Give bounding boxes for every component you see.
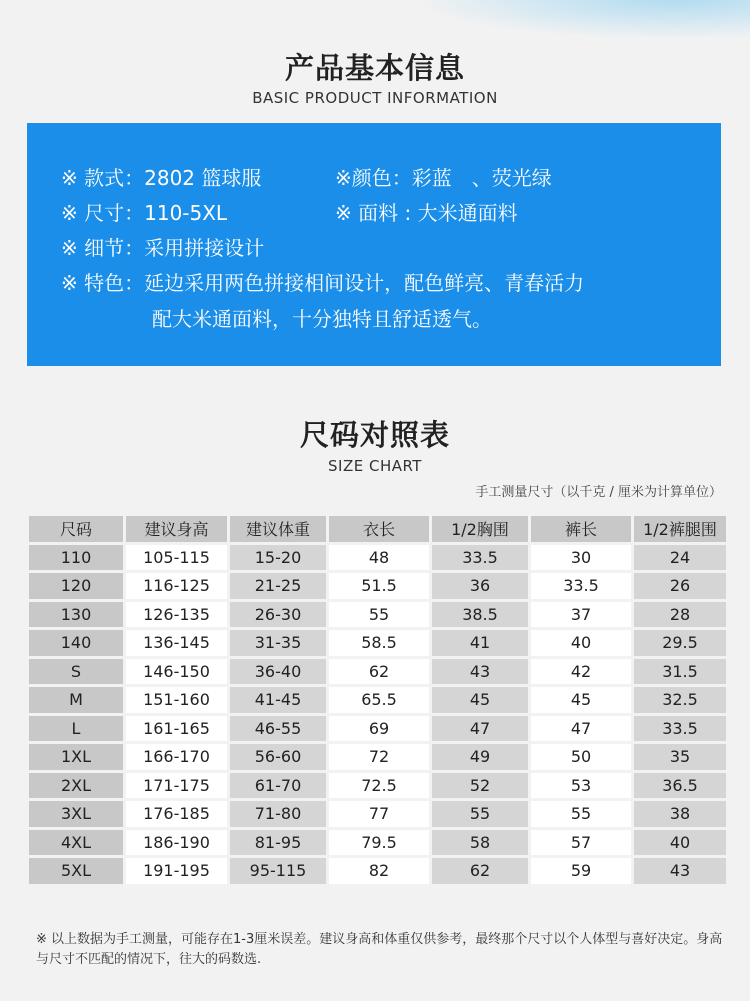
info-style: ※ 款式：2802 篮球服 xyxy=(61,166,262,190)
table-cell: 171-175 xyxy=(126,773,227,799)
table-cell: 49 xyxy=(432,744,528,770)
table-cell: 55 xyxy=(329,602,429,628)
table-cell: 61-70 xyxy=(230,773,326,799)
table-cell: 95-115 xyxy=(230,858,326,884)
table-cell: 55 xyxy=(432,801,528,827)
table-row xyxy=(29,545,726,571)
table-cell: 47 xyxy=(531,716,631,742)
table-cell: 77 xyxy=(329,801,429,827)
table-row xyxy=(29,687,726,713)
table-row xyxy=(29,773,726,799)
size-label-cell: 120 xyxy=(29,573,123,599)
table-cell: 56-60 xyxy=(230,744,326,770)
table-header-cell: 建议身高 xyxy=(126,516,227,542)
basic-info-subtitle: BASIC PRODUCT INFORMATION xyxy=(252,89,498,107)
table-cell: 71-80 xyxy=(230,801,326,827)
table-cell: 62 xyxy=(329,659,429,685)
table-cell: 47 xyxy=(432,716,528,742)
info-size: ※ 尺寸：110-5XL xyxy=(61,201,228,225)
table-header-cell: 裤长 xyxy=(531,516,631,542)
info-feature-line-1: ※ 特色：延边采用两色拼接相间设计，配色鲜亮、青春活力 xyxy=(61,271,585,295)
table-cell: 82 xyxy=(329,858,429,884)
table-cell: 136-145 xyxy=(126,630,227,656)
table-row xyxy=(29,602,726,628)
table-cell: 191-195 xyxy=(126,858,227,884)
size-chart-title: 尺码对照表 xyxy=(299,418,450,452)
table-cell: 45 xyxy=(432,687,528,713)
table-cell: 45 xyxy=(531,687,631,713)
table-header-cell: 1/2胸围 xyxy=(432,516,528,542)
size-footnote: ※ 以上数据为手工测量，可能存在1-3厘米误差。建议身高和体重仅供参考，最终那个尺寸以个人体型与喜好决定。身高与尺寸不匹配的情况下，往大的码数选. xyxy=(36,932,723,967)
table-cell: 33.5 xyxy=(432,545,528,571)
table-header-cell: 尺码 xyxy=(29,516,123,542)
table-cell: 161-165 xyxy=(126,716,227,742)
size-label-cell: L xyxy=(29,716,123,742)
size-label-cell: S xyxy=(29,659,123,685)
table-cell: 58 xyxy=(432,830,528,856)
table-cell: 38 xyxy=(634,801,726,827)
table-cell: 58.5 xyxy=(329,630,429,656)
basic-info-title: 产品基本信息 xyxy=(284,51,465,85)
table-cell: 43 xyxy=(634,858,726,884)
table-cell: 176-185 xyxy=(126,801,227,827)
size-label-cell: 5XL xyxy=(29,858,123,884)
table-cell: 72 xyxy=(329,744,429,770)
table-row xyxy=(29,858,726,884)
table-cell: 35 xyxy=(634,744,726,770)
table-row xyxy=(29,830,726,856)
table-cell: 69 xyxy=(329,716,429,742)
table-cell: 36.5 xyxy=(634,773,726,799)
table-cell: 40 xyxy=(634,830,726,856)
table-cell: 62 xyxy=(432,858,528,884)
size-label-cell: M xyxy=(29,687,123,713)
info-fabric: ※ 面料 : 大米通面料 xyxy=(335,201,518,225)
table-cell: 33.5 xyxy=(531,573,631,599)
top-glow-decoration xyxy=(410,0,750,40)
table-cell: 166-170 xyxy=(126,744,227,770)
table-row xyxy=(29,744,726,770)
table-cell: 31-35 xyxy=(230,630,326,656)
size-label-cell: 4XL xyxy=(29,830,123,856)
table-cell: 72.5 xyxy=(329,773,429,799)
table-cell: 31.5 xyxy=(634,659,726,685)
info-detail: ※ 细节：采用拼接设计 xyxy=(61,236,265,260)
table-cell: 116-125 xyxy=(126,573,227,599)
table-cell: 33.5 xyxy=(634,716,726,742)
table-cell: 36-40 xyxy=(230,659,326,685)
table-header-cell: 1/2裤腿围 xyxy=(634,516,726,542)
table-cell: 126-135 xyxy=(126,602,227,628)
table-cell: 43 xyxy=(432,659,528,685)
table-cell: 26-30 xyxy=(230,602,326,628)
size-chart-table xyxy=(26,513,729,887)
table-cell: 53 xyxy=(531,773,631,799)
table-cell: 52 xyxy=(432,773,528,799)
size-label-cell: 130 xyxy=(29,602,123,628)
table-cell: 146-150 xyxy=(126,659,227,685)
table-cell: 151-160 xyxy=(126,687,227,713)
size-label-cell: 1XL xyxy=(29,744,123,770)
table-header-cell: 建议体重 xyxy=(230,516,326,542)
size-label-cell: 110 xyxy=(29,545,123,571)
table-row xyxy=(29,801,726,827)
table-cell: 41 xyxy=(432,630,528,656)
table-cell: 40 xyxy=(531,630,631,656)
table-cell: 36 xyxy=(432,573,528,599)
info-feature-line-2: 配大米通面料，十分独特且舒适透气。 xyxy=(152,307,492,331)
table-row xyxy=(29,659,726,685)
table-cell: 28 xyxy=(634,602,726,628)
table-cell: 37 xyxy=(531,602,631,628)
table-header-row xyxy=(29,516,726,542)
table-header-cell: 衣长 xyxy=(329,516,429,542)
product-info-box xyxy=(27,123,721,366)
table-cell: 30 xyxy=(531,545,631,571)
table-cell: 48 xyxy=(329,545,429,571)
info-color: ※颜色：彩蓝 、荧光绿 xyxy=(335,166,552,190)
table-cell: 105-115 xyxy=(126,545,227,571)
unit-note: 手工测量尺寸（以千克 / 厘米为计算单位） xyxy=(475,485,722,500)
table-cell: 59 xyxy=(531,858,631,884)
table-cell: 21-25 xyxy=(230,573,326,599)
table-cell: 42 xyxy=(531,659,631,685)
table-row xyxy=(29,716,726,742)
size-label-cell: 3XL xyxy=(29,801,123,827)
table-cell: 81-95 xyxy=(230,830,326,856)
table-cell: 186-190 xyxy=(126,830,227,856)
size-label-cell: 140 xyxy=(29,630,123,656)
table-row xyxy=(29,630,726,656)
table-cell: 50 xyxy=(531,744,631,770)
table-cell: 57 xyxy=(531,830,631,856)
table-cell: 79.5 xyxy=(329,830,429,856)
table-cell: 51.5 xyxy=(329,573,429,599)
table-cell: 55 xyxy=(531,801,631,827)
table-cell: 26 xyxy=(634,573,726,599)
table-cell: 15-20 xyxy=(230,545,326,571)
table-cell: 41-45 xyxy=(230,687,326,713)
table-row xyxy=(29,573,726,599)
table-cell: 38.5 xyxy=(432,602,528,628)
size-label-cell: 2XL xyxy=(29,773,123,799)
table-cell: 24 xyxy=(634,545,726,571)
size-chart-subtitle: SIZE CHART xyxy=(328,457,422,475)
table-cell: 46-55 xyxy=(230,716,326,742)
table-cell: 65.5 xyxy=(329,687,429,713)
table-cell: 32.5 xyxy=(634,687,726,713)
table-cell: 29.5 xyxy=(634,630,726,656)
